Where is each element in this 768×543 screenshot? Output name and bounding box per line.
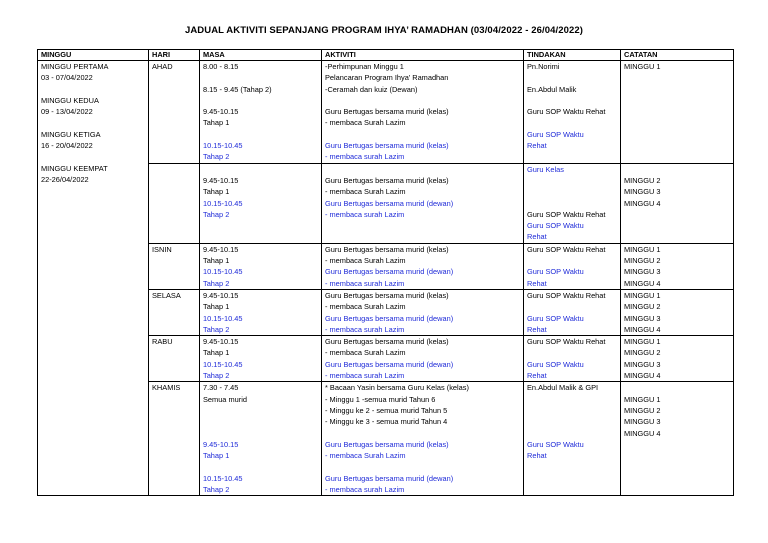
hari-cell: AHAD <box>149 61 200 164</box>
aktiviti-line: Guru Bertugas bersama murid (kelas) <box>325 244 449 254</box>
aktiviti-line: - membaca Surah Lazim <box>325 256 406 266</box>
aktiviti-line: Guru Bertugas bersama murid (kelas) <box>325 175 449 185</box>
masa-line: Tahap 2 <box>203 324 230 334</box>
tindakan-line <box>527 117 617 128</box>
masa-line: 9.45-10.15 <box>203 439 239 449</box>
tindakan-cell <box>524 382 621 496</box>
tindakan-cell <box>524 61 621 164</box>
aktiviti-line: - membaca surah Lazim <box>325 278 405 288</box>
tindakan-line: Guru SOP Waktu <box>527 313 584 323</box>
catatan-line: MINGGU 3 <box>624 187 661 197</box>
aktiviti-cell <box>322 336 524 382</box>
aktiviti-line: - membaca Surah Lazim <box>325 302 406 312</box>
masa-line: 10.15-10.45 <box>203 141 243 151</box>
hari-cell: RABU <box>149 336 200 382</box>
catatan-line: MINGGU 2 <box>624 348 661 358</box>
tindakan-line: Guru SOP Waktu <box>527 129 584 139</box>
tindakan-line: Guru SOP Waktu <box>527 267 584 277</box>
hari-cell <box>149 163 200 243</box>
hari-cell: KHAMIS <box>149 382 200 496</box>
hari-cell: ISNIN <box>149 243 200 289</box>
minggu-line: 16 - 20/04/2022 <box>41 141 93 151</box>
masa-line <box>203 95 318 106</box>
catatan-line: MINGGU 4 <box>624 198 661 208</box>
aktiviti-line: - membaca Surah Lazim <box>325 348 406 358</box>
header-masa: MASA <box>200 50 322 61</box>
header-aktiviti: AKTIVITI <box>322 50 524 61</box>
tindakan-line <box>527 186 617 197</box>
aktiviti-cell <box>322 243 524 289</box>
masa-cell <box>200 61 322 164</box>
tindakan-cell <box>524 336 621 382</box>
tindakan-line <box>527 405 617 416</box>
aktiviti-line <box>325 428 520 439</box>
minggu-line: MINGGU KEEMPAT <box>41 163 108 173</box>
catatan-line: MINGGU 1 <box>624 337 661 347</box>
catatan-line: MINGGU 4 <box>624 371 661 381</box>
catatan-line: MINGGU 3 <box>624 417 661 427</box>
masa-line: 10.15-10.45 <box>203 359 243 369</box>
header-hari: HARI <box>149 50 200 61</box>
aktiviti-line: Guru Bertugas bersama murid (dewan) <box>325 473 454 483</box>
document-title: JADUAL AKTIVITI SEPANJANG PROGRAM IHYA’ RAMADHAN (03/04/2022 - 26/04/2022) <box>184 25 584 36</box>
tindakan-line: Guru SOP Waktu <box>527 439 584 449</box>
tindakan-line: Rehat <box>527 451 547 461</box>
masa-line <box>203 428 318 439</box>
tindakan-line: Pn.Norimi <box>527 62 560 71</box>
masa-line: 9.45-10.15 <box>203 290 239 300</box>
aktiviti-cell <box>322 163 524 243</box>
catatan-line: MINGGU 4 <box>624 428 661 438</box>
tindakan-cell <box>524 289 621 335</box>
catatan-line: MINGGU 2 <box>624 405 661 415</box>
tindakan-line: Guru SOP Waktu Rehat <box>527 209 606 219</box>
masa-line: Tahap 1 <box>203 187 230 197</box>
masa-line: Tahap 2 <box>203 484 230 494</box>
masa-line: Tahap 1 <box>203 302 230 312</box>
minggu-line: MINGGU KEDUA <box>41 95 99 105</box>
masa-line: Tahap 2 <box>203 209 230 219</box>
tindakan-line: Rehat <box>527 141 547 151</box>
tindakan-line: En.Abdul Malik & GPI <box>527 383 599 393</box>
aktiviti-line: Guru Bertugas bersama murid (kelas) <box>325 141 449 151</box>
catatan-cell <box>621 61 734 164</box>
catatan-cell <box>621 163 734 243</box>
aktiviti-line: Guru Bertugas bersama murid (kelas) <box>325 439 449 449</box>
masa-cell <box>200 382 322 496</box>
aktiviti-cell <box>322 61 524 164</box>
tindakan-line <box>527 95 617 106</box>
tindakan-line: Rehat <box>527 278 547 288</box>
aktiviti-line: -Perhimpunan Minggu 1 <box>325 62 404 71</box>
tindakan-line: Guru SOP Waktu Rehat <box>527 290 606 300</box>
tindakan-line <box>527 301 617 312</box>
tindakan-line: Rehat <box>527 232 547 242</box>
masa-line: Tahap 1 <box>203 348 230 358</box>
masa-line <box>203 72 318 83</box>
minggu-line <box>41 117 145 128</box>
masa-line: Tahap 2 <box>203 278 230 288</box>
tindakan-line: Guru SOP Waktu <box>527 221 584 231</box>
masa-line: 10.15-10.45 <box>203 313 243 323</box>
tindakan-line: Guru SOP Waktu <box>527 359 584 369</box>
catatan-cell <box>621 382 734 496</box>
schedule-table <box>37 49 734 496</box>
catatan-cell <box>621 243 734 289</box>
masa-line: Semua murid <box>203 394 247 404</box>
masa-cell <box>200 163 322 243</box>
masa-line: Tahap 2 <box>203 371 230 381</box>
aktiviti-line: - membaca Surah Lazim <box>325 118 406 128</box>
masa-line: Tahap 2 <box>203 152 230 162</box>
aktiviti-line: Guru Bertugas bersama murid (kelas) <box>325 290 449 300</box>
aktiviti-line: * Bacaan Yasin bersama Guru Kelas (kelas) <box>325 383 469 393</box>
masa-line: Tahap 1 <box>203 256 230 266</box>
aktiviti-line <box>325 164 520 175</box>
masa-line: 9.45-10.15 <box>203 337 239 347</box>
schedule-body <box>38 61 734 496</box>
masa-cell <box>200 289 322 335</box>
aktiviti-line <box>325 129 520 140</box>
aktiviti-line: - membaca surah Lazim <box>325 152 405 162</box>
aktiviti-cell <box>322 382 524 496</box>
aktiviti-line: - Minggu ke 3 - semua murid Tahun 4 <box>325 417 448 427</box>
minggu-cell <box>38 61 149 496</box>
aktiviti-line: - Minggu ke 2 - semua murid Tahun 5 <box>325 405 448 415</box>
tindakan-line <box>527 255 617 266</box>
masa-line: Tahap 1 <box>203 451 230 461</box>
tindakan-line <box>527 347 617 358</box>
header-tindakan: TINDAKAN <box>524 50 621 61</box>
masa-line: Tahap 1 <box>203 118 230 128</box>
table-row <box>38 61 734 164</box>
aktiviti-line: Pelancaran Program Ihya’ Ramadhan <box>325 73 449 83</box>
aktiviti-line: - membaca surah Lazim <box>325 209 405 219</box>
masa-line <box>203 461 318 472</box>
header-minggu: MINGGU <box>38 50 149 61</box>
aktiviti-line: Guru Bertugas bersama murid (kelas) <box>325 337 449 347</box>
minggu-line <box>41 151 145 162</box>
tindakan-line: Rehat <box>527 324 547 334</box>
catatan-line: MINGGU 3 <box>624 359 661 369</box>
catatan-line <box>624 164 730 175</box>
catatan-line: MINGGU 2 <box>624 175 661 185</box>
tindakan-line: Guru Kelas <box>527 164 564 174</box>
tindakan-line: Rehat <box>527 371 547 381</box>
masa-cell <box>200 336 322 382</box>
minggu-line <box>41 84 145 95</box>
masa-line: 10.15-10.45 <box>203 267 243 277</box>
aktiviti-line: Guru Bertugas bersama murid (dewan) <box>325 198 454 208</box>
catatan-line: MINGGU 4 <box>624 324 661 334</box>
aktiviti-line: - membaca Surah Lazim <box>325 187 406 197</box>
masa-line: 9.45-10.15 <box>203 244 239 254</box>
aktiviti-line: - membaca surah Lazim <box>325 371 405 381</box>
catatan-line: MINGGU 3 <box>624 313 661 323</box>
masa-line <box>203 164 318 175</box>
minggu-line: MINGGU KETIGA <box>41 129 101 139</box>
catatan-line: MINGGU 1 <box>624 244 661 254</box>
aktiviti-line: Guru Bertugas bersama murid (kelas) <box>325 107 449 117</box>
aktiviti-line: - Minggu 1 -semua murid Tahun 6 <box>325 394 436 404</box>
aktiviti-line: Guru Bertugas bersama murid (dewan) <box>325 359 454 369</box>
tindakan-line <box>527 175 617 186</box>
catatan-line <box>624 382 730 393</box>
catatan-line: MINGGU 2 <box>624 256 661 266</box>
catatan-line: MINGGU 2 <box>624 302 661 312</box>
minggu-line: 03 - 07/04/2022 <box>41 73 93 83</box>
masa-line: 8.15 - 9.45 (Tahap 2) <box>203 84 272 94</box>
masa-line <box>203 405 318 416</box>
aktiviti-line <box>325 95 520 106</box>
masa-line <box>203 416 318 427</box>
tindakan-cell <box>524 163 621 243</box>
catatan-cell <box>621 336 734 382</box>
aktiviti-line: Guru Bertugas bersama murid (dewan) <box>325 267 454 277</box>
tindakan-cell <box>524 243 621 289</box>
tindakan-line <box>527 72 617 83</box>
catatan-line: MINGGU 1 <box>624 62 661 71</box>
minggu-line: 22-26/04/2022 <box>41 174 89 184</box>
masa-cell <box>200 243 322 289</box>
header-row <box>38 50 734 61</box>
hari-cell: SELASA <box>149 289 200 335</box>
minggu-line: MINGGU PERTAMA <box>41 62 109 71</box>
tindakan-line <box>527 428 617 439</box>
tindakan-line: Guru SOP Waktu Rehat <box>527 244 606 254</box>
tindakan-line: En.Abdul Malik <box>527 84 577 94</box>
aktiviti-line: -Ceramah dan kuiz (Dewan) <box>325 84 418 94</box>
header-catatan: CATATAN <box>621 50 734 61</box>
masa-line: 9.45-10.15 <box>203 107 239 117</box>
aktiviti-cell <box>322 289 524 335</box>
aktiviti-line: - membaca surah Lazim <box>325 324 405 334</box>
masa-line <box>203 129 318 140</box>
masa-line: 10.15-10.45 <box>203 473 243 483</box>
aktiviti-line: - membaca surah Lazim <box>325 484 405 494</box>
catatan-line: MINGGU 1 <box>624 290 661 300</box>
catatan-line: MINGGU 4 <box>624 278 661 288</box>
masa-line: 10.15-10.45 <box>203 198 243 208</box>
catatan-line: MINGGU 1 <box>624 394 661 404</box>
masa-line: 8.00 - 8.15 <box>203 62 239 71</box>
tindakan-line <box>527 394 617 405</box>
masa-line: 9.45-10.15 <box>203 175 239 185</box>
tindakan-line: Guru SOP Waktu Rehat <box>527 337 606 347</box>
masa-line: 7.30 - 7.45 <box>203 383 239 393</box>
aktiviti-line: - membaca Surah Lazim <box>325 451 406 461</box>
catatan-line: MINGGU 3 <box>624 267 661 277</box>
aktiviti-line: Guru Bertugas bersama murid (dewan) <box>325 313 454 323</box>
minggu-line: 09 - 13/04/2022 <box>41 107 93 117</box>
aktiviti-line <box>325 461 520 472</box>
tindakan-line <box>527 416 617 427</box>
catatan-cell <box>621 289 734 335</box>
tindakan-line: Guru SOP Waktu Rehat <box>527 107 606 117</box>
tindakan-line <box>527 198 617 209</box>
